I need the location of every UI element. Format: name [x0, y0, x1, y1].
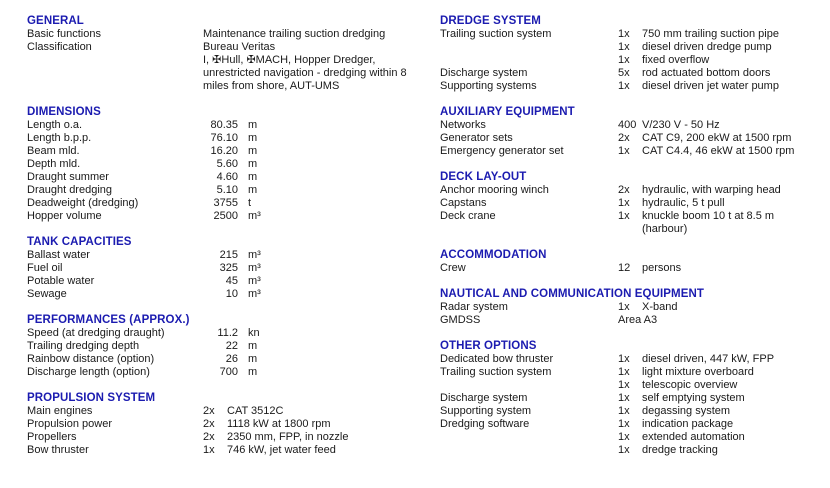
row-quantity: 1x [618, 80, 630, 92]
row-value: 750 mm trailing suction pipe [642, 28, 779, 40]
section-performances-approx [27, 314, 432, 379]
row-label: Deadweight (dredging) [27, 197, 139, 209]
row-value: diesel driven jet water pump [642, 80, 779, 92]
row-label: Speed (at dredging draught) [27, 327, 165, 339]
row-quantity: 5x [618, 67, 630, 79]
row-label: Bow thruster [27, 444, 89, 456]
row-label: Dedicated bow thruster [440, 353, 554, 365]
row-quantity: 2x [203, 418, 215, 430]
section-propulsion-system [27, 392, 432, 457]
left-column [27, 15, 432, 457]
spec-row [27, 41, 432, 93]
spec-row [440, 262, 828, 275]
row-label: Trailing suction system [440, 366, 552, 378]
row-label: Rainbow distance (option) [27, 353, 155, 365]
row-quantity: 1x [618, 41, 630, 53]
spec-row [27, 262, 432, 275]
row-quantity: 1x [618, 145, 630, 157]
row-number: 5.60 [216, 158, 238, 170]
row-number: 700 [219, 366, 238, 378]
section-title: DIMENSIONS [27, 106, 101, 118]
row-value: CAT 3512C [227, 405, 284, 417]
row-number: 11.2 [217, 327, 238, 339]
row-label: Crew [440, 262, 466, 274]
section-title: TANK CAPACITIES [27, 236, 132, 248]
spec-row [27, 340, 432, 353]
spec-row [440, 132, 828, 145]
spec-row [27, 184, 432, 197]
row-quantity: 1x [618, 301, 630, 313]
row-value: light mixture overboard [642, 366, 754, 378]
row-label: Length o.a. [27, 119, 83, 131]
section-accommodation [440, 249, 828, 275]
section-other-options [440, 340, 828, 457]
row-label: Length b.p.p. [27, 132, 92, 144]
row-value: 2350 mm, FPP, in nozzle [227, 431, 349, 443]
row-label: Dredging software [440, 418, 530, 430]
row-number: 5.10 [216, 184, 238, 196]
row-quantity: 12 [618, 262, 631, 274]
section-title: NAUTICAL AND COMMUNICATION EQUIPMENT [440, 288, 705, 300]
row-number: 26 [225, 353, 238, 365]
row-number: 325 [219, 262, 238, 274]
row-label: Beam mld. [27, 145, 80, 157]
spec-row [440, 301, 828, 314]
row-number: 4.60 [216, 171, 238, 183]
row-value: extended automation [642, 431, 745, 443]
section-title: OTHER OPTIONS [440, 340, 537, 352]
row-label: Trailing suction system [440, 28, 552, 40]
section-nautical-and-communication-equipment [440, 288, 828, 327]
row-label: Potable water [27, 275, 95, 287]
row-label: Sewage [27, 288, 67, 300]
spec-row [27, 145, 432, 158]
section-title: AUXILIARY EQUIPMENT [440, 106, 575, 118]
spec-row [27, 210, 432, 223]
section-title: GENERAL [27, 15, 84, 27]
row-quantity: 2x [618, 132, 630, 144]
row-label: Supporting system [440, 405, 532, 417]
row-unit: m³ [248, 288, 261, 300]
spec-row [440, 392, 828, 405]
spec-row [440, 418, 828, 431]
row-number: 80.35 [210, 119, 238, 131]
row-label: Discharge system [440, 392, 528, 404]
row-unit: m [248, 145, 258, 157]
spec-row [27, 327, 432, 340]
value-line: unrestricted navigation - dredging within 8 [203, 67, 407, 79]
right-column [440, 15, 828, 457]
spec-row [27, 197, 432, 210]
row-label: Draught summer [27, 171, 109, 183]
row-quantity: 1x [618, 366, 630, 378]
row-number: 10 [225, 288, 238, 300]
row-label: Deck crane [440, 210, 496, 222]
row-value: persons [642, 262, 682, 274]
row-quantity: 1x [618, 28, 630, 40]
row-unit: m [248, 158, 258, 170]
spec-row [440, 119, 828, 132]
row-unit: m [248, 184, 258, 196]
row-unit: m [248, 340, 258, 352]
row-label: Discharge system [440, 67, 528, 79]
row-unit: kn [248, 327, 260, 339]
section-general [27, 15, 432, 93]
row-quantity: 1x [618, 431, 630, 443]
row-value: fixed overflow [642, 54, 710, 66]
section-auxiliary-equipment [440, 106, 828, 158]
spec-row [27, 249, 432, 262]
row-label: Propellers [27, 431, 77, 443]
row-unit: m³ [248, 262, 261, 274]
row-label: Main engines [27, 405, 93, 417]
spec-row [440, 28, 828, 41]
row-quantity: 1x [618, 54, 630, 66]
row-value: 746 kW, jet water feed [227, 444, 336, 456]
spec-row [440, 67, 828, 80]
row-quantity: 1x [618, 392, 630, 404]
spec-row [440, 210, 828, 223]
row-value: hydraulic, with warping head [642, 184, 781, 196]
row-value-lines [203, 41, 432, 93]
row-value: 1118 kW at 1800 rpm [227, 418, 331, 430]
section-title: PERFORMANCES (APPROX.) [27, 314, 190, 326]
row-quantity: 2x [203, 405, 215, 417]
row-value: hydraulic, 5 t pull [642, 197, 725, 209]
spec-row [27, 418, 432, 431]
row-number: 22 [225, 340, 238, 352]
row-value: rod actuated bottom doors [642, 67, 771, 79]
spec-row [440, 405, 828, 418]
row-label: Emergency generator set [440, 145, 564, 157]
row-quantity: 2x [618, 184, 630, 196]
section-title: DREDGE SYSTEM [440, 15, 541, 27]
section-title: PROPULSION SYSTEM [27, 392, 156, 404]
spec-row [27, 405, 432, 418]
row-value: knuckle boom 10 t at 8.5 m [642, 210, 775, 222]
spec-row [27, 119, 432, 132]
section-dredge-system [440, 15, 828, 93]
row-unit: m³ [248, 275, 261, 287]
spec-row [27, 158, 432, 171]
row-value: indication package [642, 418, 734, 430]
row-unit: m [248, 353, 258, 365]
row-label: Ballast water [27, 249, 90, 261]
row-number: 3755 [213, 197, 238, 209]
row-quantity: 1x [618, 444, 630, 456]
row-label: Radar system [440, 301, 508, 313]
row-unit: t [248, 197, 252, 209]
row-unit: m [248, 171, 258, 183]
spec-row [440, 431, 828, 444]
row-label: Capstans [440, 197, 487, 209]
row-number: 215 [219, 249, 238, 261]
spec-row [440, 444, 828, 457]
row-value-lines [203, 28, 432, 41]
row-value: diesel driven dredge pump [642, 41, 772, 53]
row-value: self emptying system [642, 392, 745, 404]
spec-row [27, 28, 432, 41]
spec-row [440, 145, 828, 158]
row-label: Propulsion power [27, 418, 112, 430]
value-line: Bureau Veritas [203, 41, 276, 53]
section-tank-capacities [27, 236, 432, 301]
section-deck-lay-out [440, 171, 828, 236]
spec-row [27, 275, 432, 288]
row-value: V/230 V - 50 Hz [642, 119, 720, 131]
row-value: dredge tracking [642, 444, 718, 456]
row-unit: m [248, 366, 258, 378]
row-value: Area A3 [618, 314, 658, 326]
value-line: Maintenance trailing suction dredging [203, 28, 386, 40]
spec-row [440, 379, 828, 392]
row-label: Generator sets [440, 132, 513, 144]
row-number: 76.10 [210, 132, 238, 144]
spec-row [440, 80, 828, 93]
spec-row [440, 184, 828, 197]
row-label: Hopper volume [27, 210, 102, 222]
row-label: Basic functions [27, 28, 101, 40]
row-value: CAT C4.4, 46 ekW at 1500 rpm [642, 145, 795, 157]
spec-row [440, 353, 828, 366]
row-quantity: 1x [203, 444, 215, 456]
row-unit: m³ [248, 249, 261, 261]
row-number: 2500 [213, 210, 238, 222]
row-label: GMDSS [440, 314, 481, 326]
row-unit: m [248, 132, 258, 144]
row-value: diesel driven, 447 kW, FPP [642, 353, 775, 365]
spec-row [440, 366, 828, 379]
row-number: 16.20 [210, 145, 238, 157]
value-line: miles from shore, AUT-UMS [203, 80, 340, 92]
section-title: ACCOMMODATION [440, 249, 547, 261]
row-label: Trailing dredging depth [27, 340, 140, 352]
spec-row [27, 288, 432, 301]
row-label: Anchor mooring winch [440, 184, 549, 196]
row-quantity: 1x [618, 418, 630, 430]
spec-row [27, 132, 432, 145]
row-label: Fuel oil [27, 262, 63, 274]
row-value: (harbour) [642, 223, 688, 235]
row-unit: m [248, 119, 258, 131]
row-value: telescopic overview [642, 379, 738, 391]
row-label: Networks [440, 119, 486, 131]
spec-row [440, 314, 828, 327]
row-label: Depth mld. [27, 158, 81, 170]
row-value: degassing system [642, 405, 731, 417]
spec-row [440, 223, 828, 236]
spec-row [27, 171, 432, 184]
row-value: X-band [642, 301, 678, 313]
spec-row [27, 366, 432, 379]
row-quantity: 1x [618, 405, 630, 417]
spec-row [440, 197, 828, 210]
row-quantity: 1x [618, 197, 630, 209]
row-label: Supporting systems [440, 80, 537, 92]
row-quantity: 1x [618, 210, 630, 222]
spec-row [440, 54, 828, 67]
spec-row [27, 353, 432, 366]
row-number: 45 [225, 275, 238, 287]
row-quantity: 400 [618, 119, 637, 131]
row-label: Discharge length (option) [27, 366, 150, 378]
row-label: Draught dredging [27, 184, 113, 196]
section-dimensions [27, 106, 432, 223]
row-label: Classification [27, 41, 92, 53]
row-quantity: 1x [618, 379, 630, 391]
spec-row [27, 444, 432, 457]
value-line: I, ✠Hull, ✠MACH, Hopper Dredger, [203, 54, 376, 66]
spec-row [440, 41, 828, 54]
row-quantity: 2x [203, 431, 215, 443]
row-unit: m³ [248, 210, 261, 222]
spec-row [27, 431, 432, 444]
row-quantity: 1x [618, 353, 630, 365]
section-title: DECK LAY-OUT [440, 171, 527, 183]
row-value: CAT C9, 200 ekW at 1500 rpm [642, 132, 792, 144]
